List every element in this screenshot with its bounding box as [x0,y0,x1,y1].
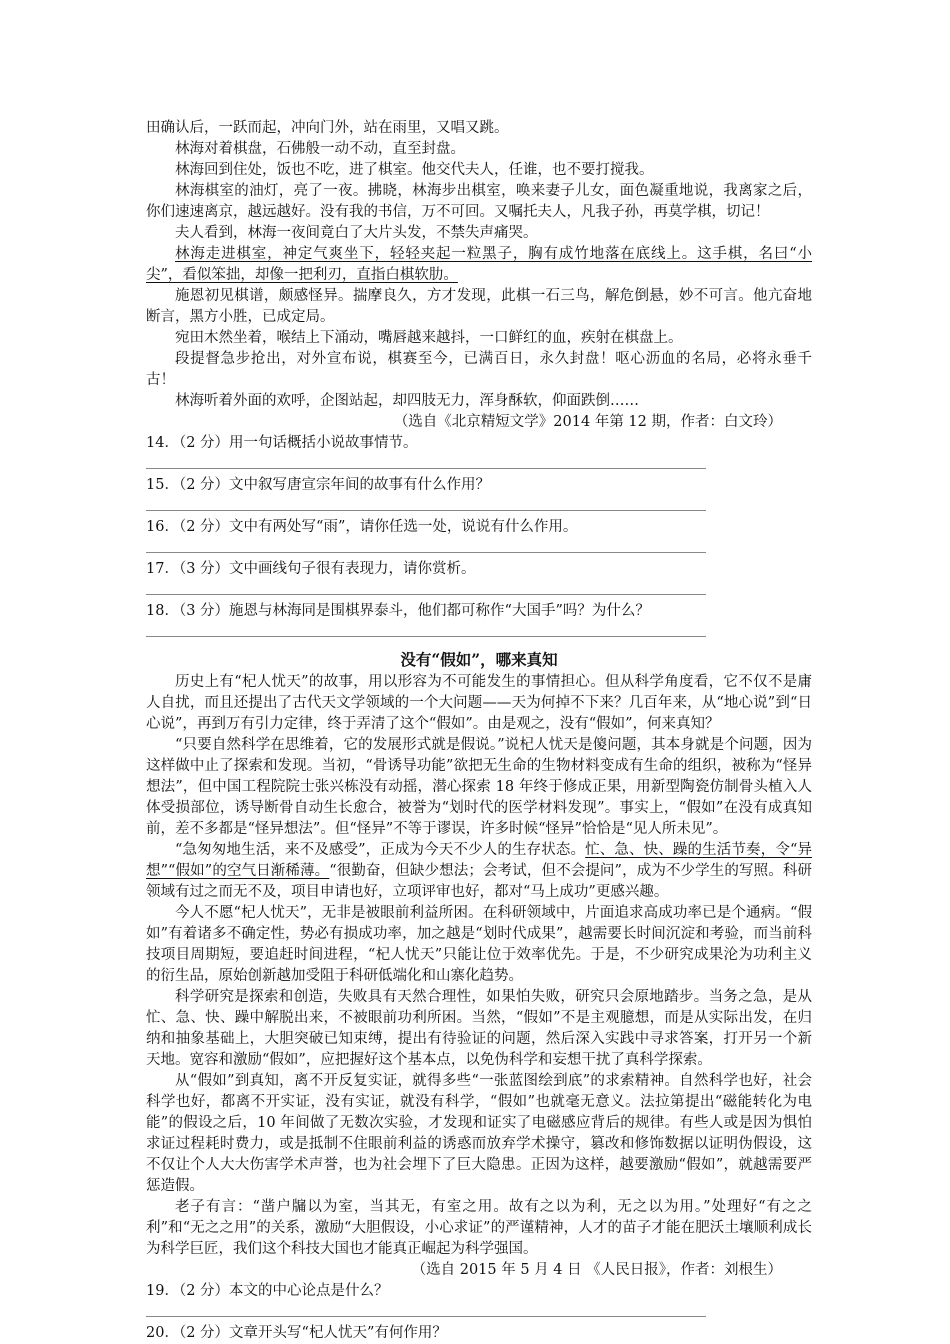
question: 19．（2 分）本文的中心论点是什么？ [146,1283,389,1299]
story-paragraph: 林海听着外面的欢呼，企图站起，却四肢无力，浑身酥软，仰面跌倒…… [175,393,639,409]
question: 17．（3 分）文中画线句子很有表现力，请你赏析。 [146,561,476,577]
story-paragraph: 田确认后，一跃而起，冲向门外，站在雨里，又唱又跳。 [146,120,509,136]
answer-line[interactable] [146,1302,706,1317]
essay-paragraph: 历史上有“杞人忧天”的故事，用以形容为不可能发生的事情担心。但从科学角度看，它不仅不是庸人自扰，而且还提出了古代天文学领域的一个大问题——天为何掉不下来？几百年来，从“地心说”到“日心说”，再到万有引力定律，终于弄清了这个“假如”。由是观之，没有“假如”，何来真知？ [146,674,812,732]
essay-paragraph: 老子有言：“凿户牖以为室，当其无，有室之用。故有之以为利，无之以为用。”处理好“有之之利”和“无之之用”的关系，激励“大胆假设，小心求证”的严谨精神，人才的苗子才能在肥沃土壤顺利成长为科学巨匠，我们这个科技大国也才能真正崛起为科学强国。 [146,1199,812,1257]
essay-paragraph [146,840,812,903]
answer-line[interactable] [146,496,706,511]
story-paragraph: 施恩初见棋谱，颇感怪异。揣摩良久，方才发现，此棋一石三鸟，解危倒悬，妙不可言。他亢奋地断言，黑方小胜，已成定局。 [146,288,812,325]
essay-text: “急匆匆地生活，来不及感受”，正成为今天不少人的生存状态。 [175,842,586,858]
exam-page [146,118,812,1344]
essay-source: （选自 2015 年 5 月 4 日 《人民日报》，作者：刘根生） [411,1262,782,1278]
underlined-sentence: 忙、急、快、躁的生活节奏，令“异想”“假如”的空气日渐稀薄。 [146,842,812,879]
answer-line[interactable] [146,538,706,553]
story-source: （选自《北京精短文学》2014 年第 12 期，作者：白文玲） [393,414,782,430]
underlined-sentence: 林海走进棋室，神定气爽坐下，轻轻夹起一粒黑子，胸有成竹地落在底线上。这手棋，名曰“小尖”，看似笨拙，却像一把利刃，直指白棋软肋。 [146,246,812,283]
story-paragraph: 夫人看到，林海一夜间竟白了大片头发，不禁失声痛哭。 [175,225,538,241]
story-paragraph: 段提督急步抢出，对外宣布说，棋赛至今，已满百日，永久封盘！呕心沥血的名局，必将永垂千古！ [146,351,812,388]
questions-section-1 [146,433,812,637]
essay-section [146,649,812,1281]
essay-title: 没有“假如”，哪来真知 [400,650,558,669]
answer-line[interactable] [146,454,706,469]
story-paragraph: 林海回到住处，饭也不吃，进了棋室。他交代夫人，任谁，也不要打搅我。 [175,162,654,178]
essay-paragraph: 今人不愿“杞人忧天”，无非是被眼前利益所困。在科研领域中，片面追求高成功率已是个通病。“假如”有着诸多不确定性，势必有损成功率，加之越是“划时代成果”，越需要长时间沉淀和考验，而当前科技项目周期短，要追赶时间进程，“杞人忧天”只能让位于效率优先。于是，不少研究成果沦为功利主义的衍生品，原始创新越加受阻于科研低端化和山寨化趋势。 [146,905,812,984]
essay-text: “很勤奋，但缺少想法；会考试，但不会提问”，成为不少学生的写照。科研领域有过之而无不及，项目申请也好，立项评审也好，都对“马上成功”更感兴趣。 [146,863,812,900]
essay-paragraph: “只要自然科学在思维着，它的发展形式就是假说。”说杞人忧天是傻问题，其本身就是个问题，因为这样做中止了探索和发现。当初，“骨诱导功能”欲把无生命的生物材料变成有生命的组织，被称为“怪异想法”，但中国工程院院士张兴栋没有动摇，潜心探索 18 年终于修成正果，用新型陶瓷仿制骨头植入人体受损部位，诱导断骨自动生长愈合，被誉为“划时代的医学材料发现”。事实上，“假如”在没有成真知前，差不多都是“怪异想法”。但“怪异”不等于谬误，许多时候“怪异”恰恰是“见人所未见”。 [146,737,812,837]
question: 20．（2 分）文章开头写“杞人忧天”有何作用？ [146,1325,447,1341]
story-paragraph: 林海对着棋盘，石佛般一动不动，直至封盘。 [175,141,465,157]
story-section [146,118,812,433]
essay-paragraph: 科学研究是探索和创造，失败具有天然合理性，如果怕失败，研究只会原地踏步。当务之急，是从忙、急、快、躁中解脱出来，不被眼前功利所困。当然，“假如”不是主观臆想，而是从实际出发，在归纳和抽象基础上，大胆突破已知束缚，提出有待验证的问题，然后深入实践中寻求答案，打开另一个新天地。宽容和激励“假如”，应把握好这个基本点，以免伪科学和妄想干扰了真科学探索。 [146,989,812,1068]
question: 15．（2 分）文中叙写唐宣宗年间的故事有什么作用？ [146,477,491,493]
answer-line[interactable] [146,580,706,595]
question: 14．（2 分）用一句话概括小说故事情节。 [146,435,418,451]
question: 18．（3 分）施恩与林海同是围棋界泰斗，他们都可称作“大国手”吗？为什么？ [146,603,650,619]
answer-line[interactable] [146,622,706,637]
essay-paragraph: 从“假如”到真知，离不开反复实证，就得多些“一张蓝图绘到底”的求索精神。自然科学也好，社会科学也好，都离不开实证，没有实证，就没有科学，“假如”也就毫无意义。法拉第提出“磁能转化为电能”的假设之后，10 年间做了无数次实验，才发现和证实了电磁感应背后的规律。有些人或是因为惧怕求证过程耗时费力，或是抵制不住眼前利益的诱惑而放弃学术操守，篡改和修饰数据以证明伪假设，这不仅让个人大大伤害学术声誉，也为社会埋下了巨大隐患。正因为这样，越要激励“假如”，就越需要严惩造假。 [146,1073,812,1194]
story-paragraph: 林海棋室的油灯，亮了一夜。拂晓，林海步出棋室，唤来妻子儿女，面色凝重地说，我离家之后，你们速速离京，越远越好。没有我的书信，万不可回。又嘱托夫人，凡我子孙，再莫学棋，切记！ [146,183,812,220]
questions-section-2 [146,1281,812,1344]
question: 16．（2 分）文中有两处写“雨”，请你任选一处，说说有什么作用。 [146,519,578,535]
story-paragraph: 宛田木然坐着，喉结上下涌动，嘴唇越来越抖，一口鲜红的血，疾射在棋盘上。 [175,330,683,346]
